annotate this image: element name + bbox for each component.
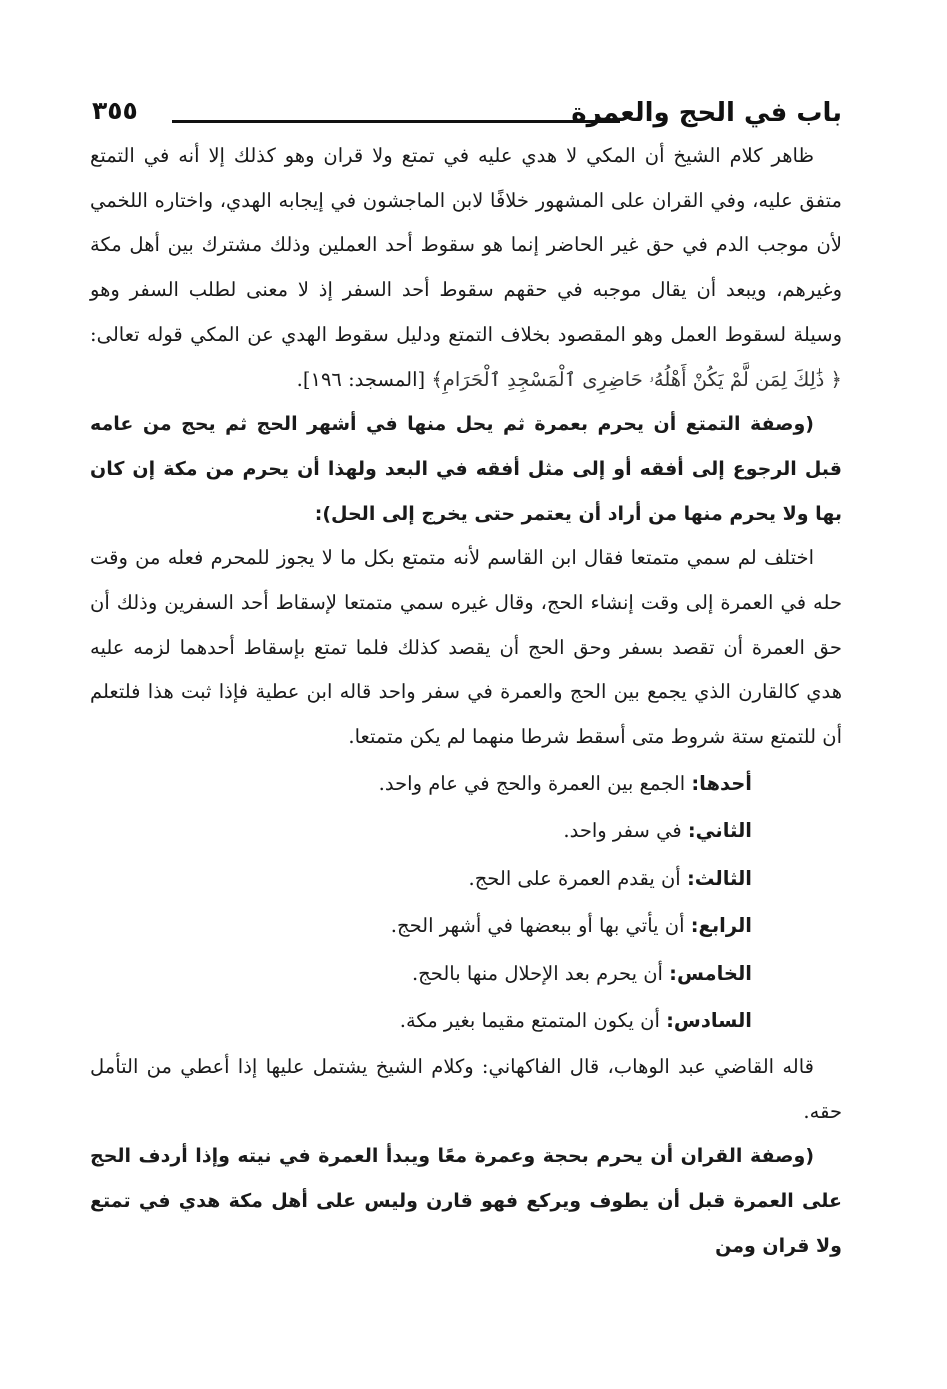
page-header bbox=[90, 88, 842, 134]
condition-text: أن يقدم العمرة على الحج. bbox=[468, 866, 687, 890]
condition-label: الثالث: bbox=[686, 866, 752, 890]
conditions-list bbox=[90, 760, 842, 1045]
running-head: باب في الحج والعمرة bbox=[571, 98, 842, 128]
condition-text: الجمع بين العمرة والحج في عام واحد. bbox=[378, 771, 692, 795]
verse-reference: [المسجد: ١٩٦]. bbox=[296, 367, 432, 391]
list-item bbox=[90, 855, 752, 903]
condition-label: الرابع: bbox=[690, 914, 752, 938]
condition-label: أحدها: bbox=[691, 771, 752, 795]
condition-label: الثاني: bbox=[687, 819, 752, 843]
paragraph-commentary-3: قاله القاضي عبد الوهاب، قال الفاكهاني: وكلام الشيخ يشتمل عليها إذا أعطي من التأمل حقه. bbox=[90, 1054, 842, 1123]
paragraph-commentary-1 bbox=[90, 134, 842, 402]
list-item bbox=[90, 807, 752, 855]
condition-label: السادس: bbox=[666, 1009, 752, 1033]
book-page bbox=[90, 88, 842, 1378]
list-item bbox=[90, 902, 752, 950]
list-item bbox=[90, 760, 752, 808]
condition-text: أن يأتي بها أو ببعضها في أشهر الحج. bbox=[390, 914, 691, 938]
paragraph-commentary-2: اختلف لم سمي متمتعا فقال ابن القاسم لأنه متمتع بكل ما لا يجوز للمحرم فعله من وقت حله في العمرة إلى وقت إنشاء الحج، وقال غيره سمي متمتعا لإسقاط أحد السفرين وذلك أن حق العمرة أن تقصد بسفر وحق الحج أن يقصد كذلك فلما تمتع بإسقاط أحدهما لزمه عليه هدي كالقارن الذي يجمع بين الحج والعمرة في سفر واحد قاله ابن عطية فإذا ثبت هذا فلتعلم أن للتمتع ستة شروط متى أسقط شرطا منهما لم يكن متمتعا. bbox=[90, 546, 842, 749]
paragraph-text: ظاهر كلام الشيخ أن المكي لا هدي عليه في تمتع ولا قران وهو كذلك إلا أنه في التمتع متفق عليه، وفي القران على المشهور خلافًا لابن الماجشون في إيجابه الهدي، واختاره اللخمي لأن موجب الدم في حق غير الحاضر إنما هو سقوط أحد العملين وذلك مشترك بين أهل مكة وغيرهم، ويبعد أن يقال موجبه في حقهم سقوط أحد السفر إذ لا معنى لطلب السفر وهو وسيلة لسقوط العمل وهو المقصود بخلاف التمتع ودليل سقوط الهدي عن المكي قوله تعالى: bbox=[90, 144, 842, 346]
list-item bbox=[90, 950, 752, 998]
header-rule bbox=[172, 120, 620, 123]
page-number: ٣٥٥ bbox=[92, 96, 138, 125]
condition-text: في سفر واحد. bbox=[563, 819, 688, 843]
paragraph-matn-qiran: (وصفة القران أن يحرم بحجة وعمرة معًا ويبدأ العمرة في نيته وإذا أردف الحج على العمرة قبل أن يطوف ويركع فهو قارن وليس على أهل مكة هدي في تمتع ولا قران ومن bbox=[90, 1145, 842, 1257]
list-item bbox=[90, 997, 752, 1045]
condition-label: الخامس: bbox=[669, 961, 752, 985]
condition-text: أن يحرم بعد الإحلال منها بالحج. bbox=[411, 961, 670, 985]
condition-text: أن يكون المتمتع مقيما بغير مكة. bbox=[399, 1009, 667, 1033]
quran-verse: ﴿ ذَٰلِكَ لِمَن لَّمْ يَكُنْ أَهْلُهُۥ حَاضِرِى ٱلْمَسْجِدِ ٱلْحَرَامِ﴾ bbox=[431, 367, 842, 391]
paragraph-matn-tamattu: (وصفة التمتع أن يحرم بعمرة ثم يحل منها في أشهر الحج ثم يحج من عامه قبل الرجوع إلى أفقه أو إلى مثل أفقه في البعد ولهذا أن يحرم من مكة إن كان بها ولا يحرم منها من أراد أن يعتمر حتى يخرج إلى الحل): bbox=[90, 413, 842, 525]
